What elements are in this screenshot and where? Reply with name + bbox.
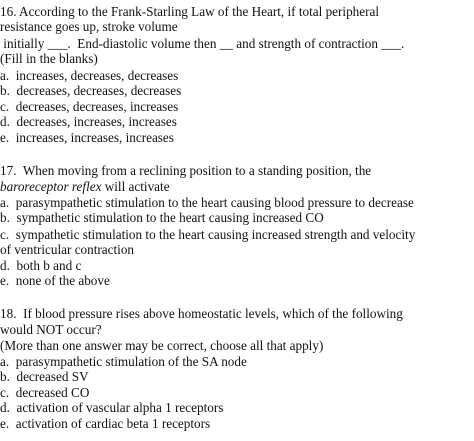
- question-text-line: would NOT occur?: [0, 322, 102, 337]
- answer-option-a: a. increases, decreases, decreases: [0, 68, 179, 83]
- answer-option-d: d. both b and c: [0, 258, 82, 273]
- answer-option-b: b. decreases, decreases, decreases: [0, 83, 182, 98]
- answer-option-e: e. none of the above: [0, 273, 110, 288]
- question-text-line: 18. If blood pressure rises above homeostatic levels, which of the following: [0, 306, 403, 321]
- question-text-fragment: will activate: [104, 179, 170, 194]
- answer-option-c: c. decreases, decreases, increases: [0, 99, 179, 114]
- answer-option-a: a. parasympathetic stimulation of the SA node: [0, 354, 247, 369]
- answer-option-b: b. decreased SV: [0, 369, 89, 384]
- answer-option-c: c. decreased CO: [0, 385, 90, 400]
- answer-option-c-continued: of ventricular contraction: [0, 242, 135, 257]
- italic-term: baroreceptor reflex: [0, 179, 102, 194]
- answer-option-c: c. sympathetic stimulation to the heart causing increased strength and velocity: [0, 227, 416, 242]
- question-text-line: initially ___. End-diastolic volume then __ and strength of contraction ___.: [0, 36, 405, 51]
- question-text-line: 16. According to the Frank-Starling Law of the Heart, if total peripheral: [0, 4, 380, 19]
- answer-option-d: d. decreases, increases, increases: [0, 114, 177, 129]
- answer-option-e: e. increases, increases, increases: [0, 130, 174, 145]
- answer-option-b: b. sympathetic stimulation to the heart causing increased CO: [0, 210, 324, 225]
- answer-option-d: d. activation of vascular alpha 1 receptors: [0, 400, 224, 415]
- question-text-line: (Fill in the blanks): [0, 51, 98, 66]
- question-text-line: [0, 179, 170, 194]
- question-text-line: 17. When moving from a reclining position to a standing position, the: [0, 163, 372, 178]
- answer-option-e: e. activation of cardiac beta 1 receptors: [0, 416, 211, 431]
- answer-option-a: a. parasympathetic stimulation to the heart causing blood pressure to decrease: [0, 195, 414, 210]
- question-text-line: (More than one answer may be correct, choose all that apply): [0, 338, 324, 353]
- question-text-line: resistance goes up, stroke volume: [0, 19, 178, 34]
